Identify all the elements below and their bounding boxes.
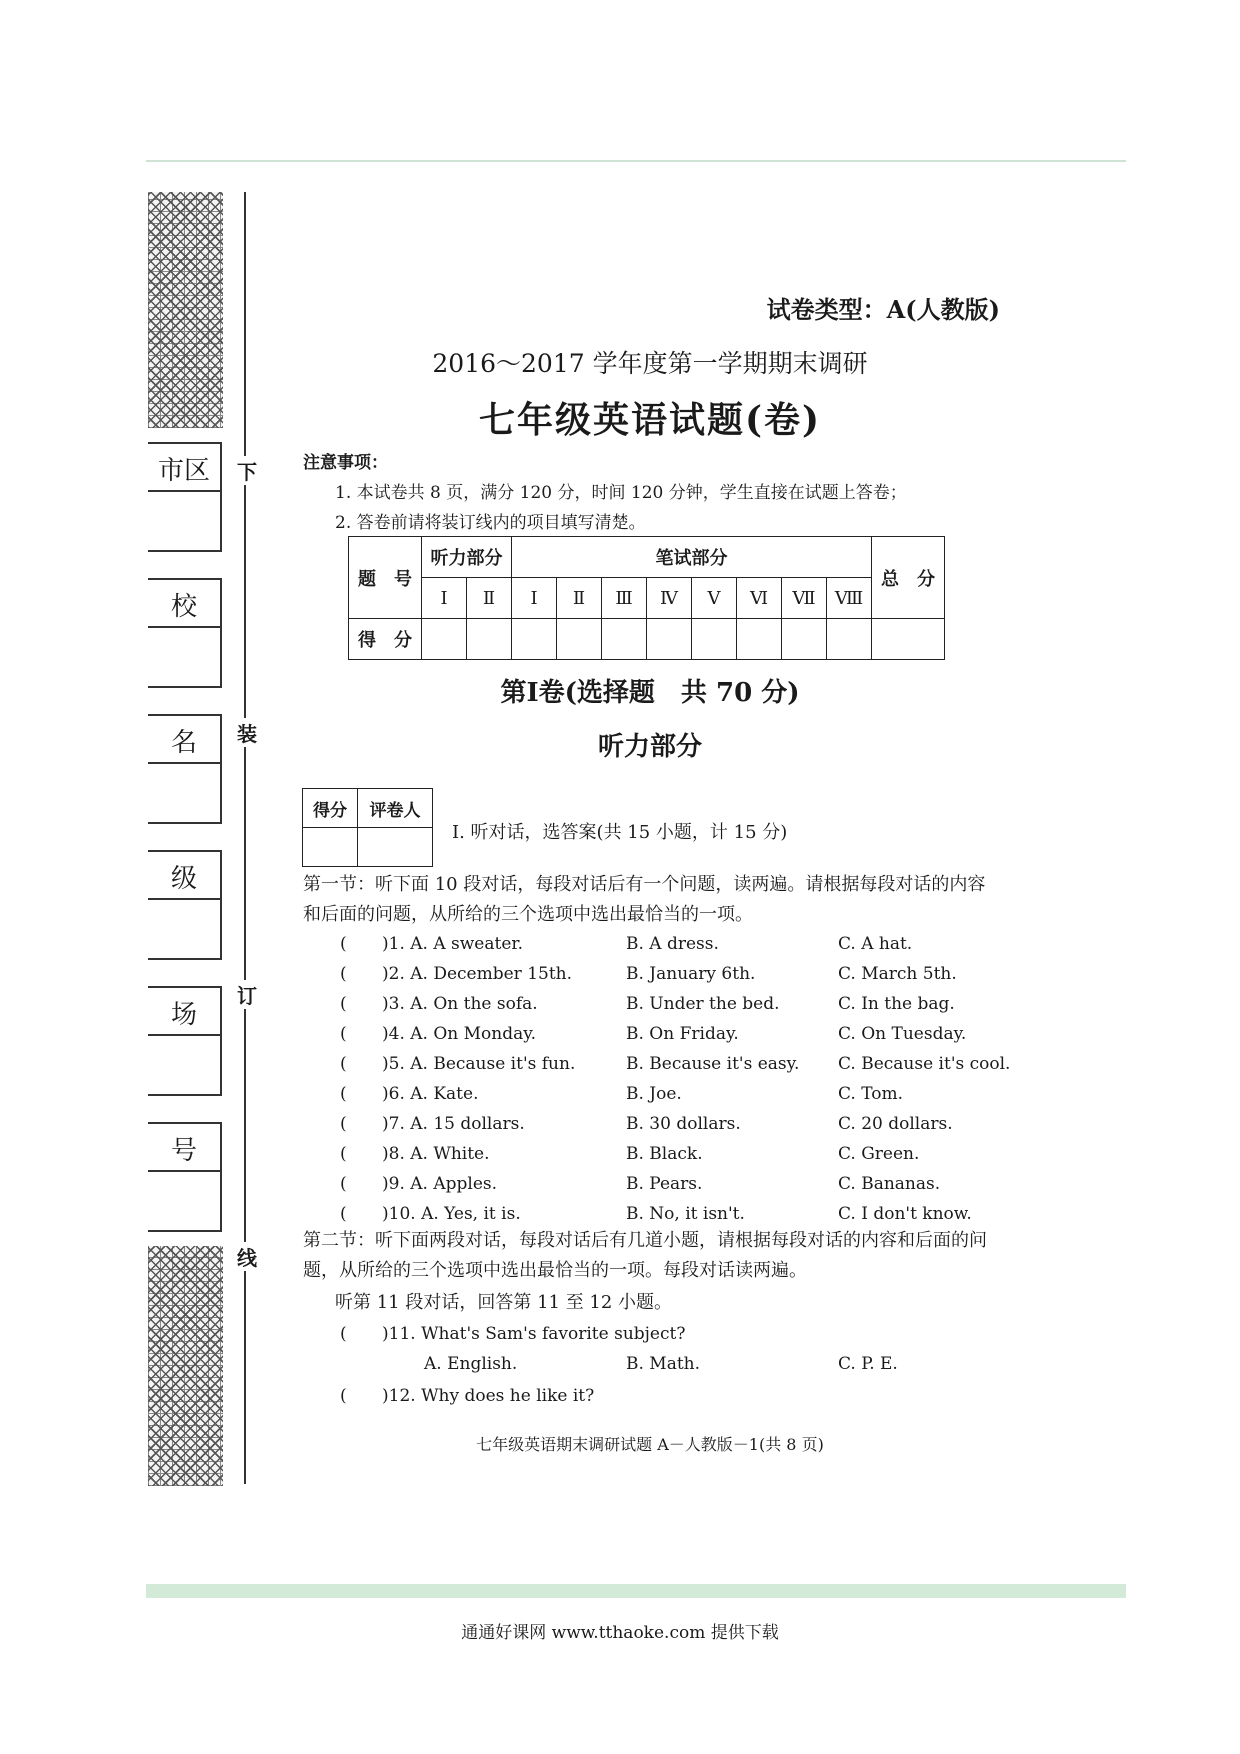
grader-score-label: 得分 bbox=[303, 789, 358, 828]
written-col: Ⅶ bbox=[782, 578, 827, 619]
score-cell[interactable] bbox=[512, 619, 557, 660]
download-credit: 通通好课网 www.tthaoke.com 提供下载 bbox=[461, 1623, 779, 1643]
grader-score-cell[interactable] bbox=[303, 828, 358, 867]
question-option-b: B. No, it isn't. bbox=[626, 1204, 745, 1224]
question-option-b: B. On Friday. bbox=[626, 1024, 739, 1044]
top-divider-line bbox=[146, 160, 1126, 162]
grader-name-cell[interactable] bbox=[358, 828, 433, 867]
question-row bbox=[340, 1084, 1100, 1114]
note-item: 1. 本试卷共 8 页，满分 120 分，时间 120 分钟，学生直接在试题上答卷； bbox=[335, 483, 907, 503]
score-cell[interactable] bbox=[422, 619, 467, 660]
answer-paren[interactable]: ( bbox=[340, 1386, 347, 1406]
answer-paren[interactable]: ( bbox=[340, 1054, 347, 1074]
written-col: Ⅴ bbox=[692, 578, 737, 619]
side-field-label: 名 bbox=[170, 728, 197, 758]
question-row bbox=[340, 994, 1100, 1024]
answer-paren[interactable]: ( bbox=[340, 934, 347, 954]
binding-mark-xian: 线 bbox=[236, 1242, 258, 1271]
question-option-a: )10. A. Yes, it is. bbox=[382, 1204, 521, 1224]
dialogue-prompt: 听第 11 段对话，回答第 11 至 12 小题。 bbox=[335, 1292, 673, 1313]
question-option-c: C. Because it's cool. bbox=[838, 1054, 1011, 1074]
answer-paren[interactable]: ( bbox=[340, 1024, 347, 1044]
question-option-c: C. Green. bbox=[838, 1144, 920, 1164]
listening-col: Ⅱ bbox=[467, 578, 512, 619]
listening-header: 听力部分 bbox=[422, 537, 512, 578]
binding-mark-ding: 订 bbox=[236, 980, 258, 1009]
side-field-district[interactable] bbox=[148, 442, 222, 552]
question-option-a: )7. A. 15 dollars. bbox=[382, 1114, 525, 1134]
question-row bbox=[340, 1114, 1100, 1144]
question-option-a: )6. A. Kate. bbox=[382, 1084, 479, 1104]
section2-intro: 第二节：听下面两段对话，每段对话后有几道小题，请根据每段对话的内容和后面的问题，从所给的三个选项中选出最恰当的一项。每段对话读两遍。 bbox=[303, 1230, 987, 1281]
note-item: 2. 答卷前请将装订线内的项目填写清楚。 bbox=[335, 513, 646, 533]
row-label-question-number: 题 号 bbox=[349, 537, 422, 619]
question-11 bbox=[340, 1324, 1100, 1354]
score-cell[interactable] bbox=[467, 619, 512, 660]
exam-type-label: 试卷类型：A(人教版) bbox=[766, 295, 1000, 324]
question-12 bbox=[340, 1386, 1100, 1416]
side-field-seat-number[interactable] bbox=[148, 1122, 222, 1232]
question-option-a: )5. A. Because it's fun. bbox=[382, 1054, 576, 1074]
question-option-a: )8. A. White. bbox=[382, 1144, 490, 1164]
total-header: 总 分 bbox=[872, 537, 945, 619]
written-col: Ⅳ bbox=[647, 578, 692, 619]
question-option-c: C. In the bag. bbox=[838, 994, 955, 1014]
question-option-a: )1. A. A sweater. bbox=[382, 934, 524, 954]
score-cell[interactable] bbox=[737, 619, 782, 660]
question-option-b: B. 30 dollars. bbox=[626, 1114, 741, 1134]
question-stem: )12. Why does he like it? bbox=[382, 1386, 595, 1406]
question-option-a: )9. A. Apples. bbox=[382, 1174, 498, 1194]
option-c: C. P. E. bbox=[838, 1354, 898, 1374]
binding-mark-xia: 下 bbox=[236, 456, 258, 485]
question-row bbox=[340, 934, 1100, 964]
question-option-b: B. A dress. bbox=[626, 934, 719, 954]
side-field-exam-room[interactable] bbox=[148, 986, 222, 1096]
score-cell[interactable] bbox=[647, 619, 692, 660]
answer-paren[interactable]: ( bbox=[340, 1204, 347, 1224]
question-option-c: C. Tom. bbox=[838, 1084, 903, 1104]
question-row bbox=[340, 1024, 1100, 1054]
listening-col: Ⅰ bbox=[422, 578, 467, 619]
question-option-b: B. Joe. bbox=[626, 1084, 682, 1104]
question-row bbox=[340, 964, 1100, 994]
side-field-label: 市区 bbox=[157, 456, 210, 486]
section-title: 听力部分 bbox=[597, 732, 702, 762]
question-option-b: B. Under the bed. bbox=[626, 994, 780, 1014]
side-field-label: 级 bbox=[170, 864, 197, 894]
part-title: 第Ⅰ卷(选择题 共 70 分) bbox=[500, 678, 800, 708]
question-row bbox=[340, 1144, 1100, 1174]
notes-heading: 注意事项： bbox=[303, 453, 388, 473]
score-cell[interactable] bbox=[827, 619, 872, 660]
question-option-c: C. I don't know. bbox=[838, 1204, 972, 1224]
score-row-label: 得 分 bbox=[349, 619, 422, 660]
main-title: 七年级英语试题(卷) bbox=[478, 399, 822, 441]
written-header: 笔试部分 bbox=[512, 537, 872, 578]
question-row bbox=[340, 1174, 1100, 1204]
question-option-b: B. January 6th. bbox=[626, 964, 756, 984]
answer-paren[interactable]: ( bbox=[340, 994, 347, 1014]
total-score-cell[interactable] bbox=[872, 619, 945, 660]
side-field-label: 场 bbox=[170, 1000, 197, 1030]
written-col: Ⅰ bbox=[512, 578, 557, 619]
binding-line bbox=[244, 192, 246, 1484]
answer-paren[interactable]: ( bbox=[340, 1084, 347, 1104]
answer-paren[interactable]: ( bbox=[340, 1324, 347, 1344]
question-option-b: B. Pears. bbox=[626, 1174, 703, 1194]
question-option-b: B. Because it's easy. bbox=[626, 1054, 800, 1074]
question-option-a: )3. A. On the sofa. bbox=[382, 994, 538, 1014]
grader-box bbox=[302, 788, 433, 867]
section1-intro: 第一节：听下面 10 段对话，每段对话后有一个问题，读两遍。请根据每段对话的内容和后面的问题，从所给的三个选项中选出最恰当的一项。 bbox=[303, 874, 986, 925]
question-option-c: C. Bananas. bbox=[838, 1174, 941, 1194]
question-option-b: B. Black. bbox=[626, 1144, 703, 1164]
year-title: 2016～2017 学年度第一学期期末调研 bbox=[432, 349, 868, 378]
question-11-options bbox=[340, 1354, 1100, 1384]
answer-paren[interactable]: ( bbox=[340, 1144, 347, 1164]
option-b: B. Math. bbox=[626, 1354, 701, 1374]
answer-paren[interactable]: ( bbox=[340, 1114, 347, 1134]
score-cell[interactable] bbox=[557, 619, 602, 660]
side-field-class[interactable] bbox=[148, 850, 222, 960]
written-col: Ⅲ bbox=[602, 578, 647, 619]
question-stem: )11. What's Sam's favorite subject? bbox=[382, 1324, 686, 1344]
grader-name-label: 评卷人 bbox=[358, 789, 433, 828]
score-cell[interactable] bbox=[782, 619, 827, 660]
question-option-c: C. On Tuesday. bbox=[838, 1024, 967, 1044]
section1-title: Ⅰ. 听对话，选答案(共 15 小题，计 15 分) bbox=[452, 822, 788, 843]
written-col: Ⅱ bbox=[557, 578, 602, 619]
option-a: A. English. bbox=[424, 1354, 518, 1374]
question-option-c: C. 20 dollars. bbox=[838, 1114, 953, 1134]
bottom-band bbox=[146, 1584, 1126, 1598]
score-cell[interactable] bbox=[692, 619, 737, 660]
answer-paren[interactable]: ( bbox=[340, 964, 347, 984]
answer-paren[interactable]: ( bbox=[340, 1174, 347, 1194]
page-footer: 七年级英语期末调研试题 A－人教版－1(共 8 页) bbox=[476, 1435, 824, 1454]
score-table bbox=[348, 536, 945, 660]
question-option-a: )2. A. December 15th. bbox=[382, 964, 573, 984]
score-cell[interactable] bbox=[602, 619, 647, 660]
question-option-a: )4. A. On Monday. bbox=[382, 1024, 536, 1044]
question-option-c: C. March 5th. bbox=[838, 964, 957, 984]
side-field-label: 校 bbox=[170, 592, 197, 622]
side-field-label: 号 bbox=[170, 1136, 197, 1166]
written-col: Ⅷ bbox=[827, 578, 872, 619]
binding-mark-zhuang: 装 bbox=[236, 718, 258, 747]
question-option-c: C. A hat. bbox=[838, 934, 913, 954]
written-col: Ⅵ bbox=[737, 578, 782, 619]
question-row bbox=[340, 1054, 1100, 1084]
